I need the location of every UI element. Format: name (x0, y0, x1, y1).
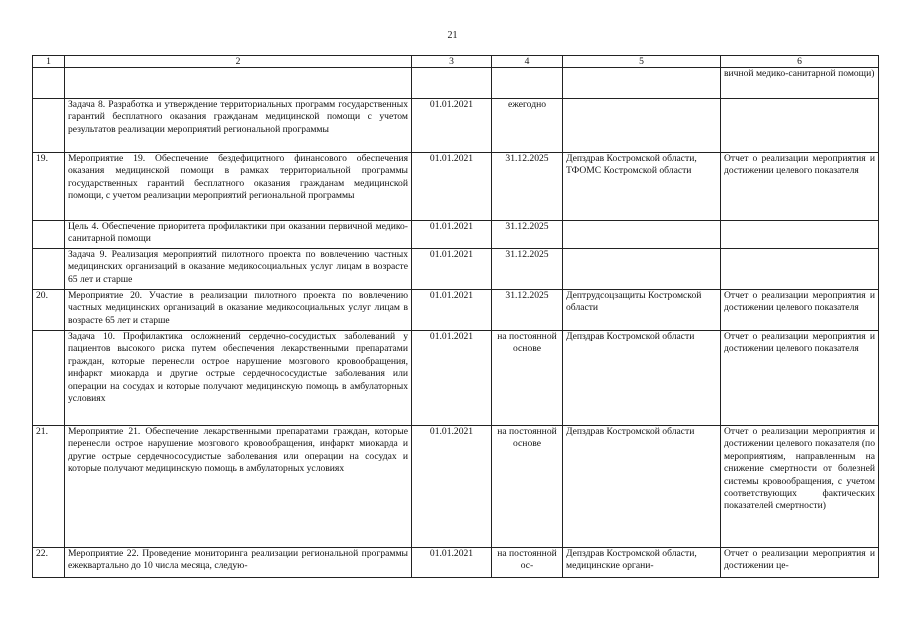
row-result-document (721, 99, 879, 153)
row-start-date: 01.01.2021 (412, 426, 492, 548)
row-description: Мероприятие 21. Обеспечение лекарственными препаратами граждан, которые перенесли острое нарушение мозгового кровообращения, инфаркт миокарда и другие острые сердечнососудистые заболевания или операции на сосудах и которые получают медицинскую помощь в амбулаторных условиях (65, 426, 412, 548)
table-row (33, 68, 879, 99)
column-header-1: 1 (33, 56, 65, 68)
row-start-date: 01.01.2021 (412, 249, 492, 290)
row-responsible (563, 68, 721, 99)
row-description: Мероприятие 20. Участие в реализации пилотного проекта по вовлечению частных медицинских организаций в оказание медикосоциальных услуг лицам в возрасте 65 лет и старше (65, 290, 412, 331)
table-row (33, 221, 879, 249)
column-header-6: 6 (721, 56, 879, 68)
row-description: Цель 4. Обеспечение приоритета профилактики при оказании первичной медико-санитарной помощи (65, 221, 412, 249)
row-responsible: Депздрав Костромской области, ТФОМС Костромской области (563, 153, 721, 221)
row-end-term: ежегодно (492, 99, 563, 153)
row-number: 21. (33, 426, 65, 548)
table-row (33, 99, 879, 153)
row-start-date: 01.01.2021 (412, 221, 492, 249)
column-header-3: 3 (412, 56, 492, 68)
row-result-document: Отчет о реализации мероприятия и достижении це- (721, 548, 879, 578)
table-row (33, 249, 879, 290)
column-header-5: 5 (563, 56, 721, 68)
row-responsible (563, 221, 721, 249)
page-number: 21 (447, 30, 458, 41)
row-number (33, 68, 65, 99)
row-result-document: вичной медико-санитарной помощи) (721, 68, 879, 99)
row-responsible: Депздрав Костромской области, медицинские органи- (563, 548, 721, 578)
table-row (33, 548, 879, 578)
row-description: Мероприятие 22. Проведение мониторинга реализации региональной программы ежеквартально до 10 числа месяца, следую- (65, 548, 412, 578)
row-responsible: Депздрав Костромской области (563, 331, 721, 426)
row-number: 22. (33, 548, 65, 578)
row-start-date: 01.01.2021 (412, 153, 492, 221)
row-description: Задача 9. Реализация мероприятий пилотного проекта по вовлечению частных медицинских организаций в оказание медикосоциальных услуг лицам в возрасте 65 лет и старше (65, 249, 412, 290)
row-result-document (721, 249, 879, 290)
row-start-date: 01.01.2021 (412, 99, 492, 153)
row-number (33, 331, 65, 426)
row-responsible: Депздрав Костромской области (563, 426, 721, 548)
row-description: Задача 10. Профилактика осложнений сердечно-сосудистых заболеваний у пациентов высокого риска путем обеспечения лекарственными препаратами граждан, которые перенесли острое нарушение мозгового кровообращения, инфаркт миокарда и другие острые сердечнососудистые заболевания или операции на сосудах и которые получают медицинскую помощь в амбулаторных условиях (65, 331, 412, 426)
row-end-term (492, 68, 563, 99)
row-number (33, 221, 65, 249)
column-header-row (33, 56, 879, 68)
row-responsible: Дептрудсоцзащиты Костромской области (563, 290, 721, 331)
column-header-4: 4 (492, 56, 563, 68)
row-responsible (563, 99, 721, 153)
row-end-term: на постоянной основе (492, 426, 563, 548)
row-end-term: на постоянной ос- (492, 548, 563, 578)
row-description (65, 68, 412, 99)
table-row (33, 426, 879, 548)
row-start-date: 01.01.2021 (412, 331, 492, 426)
row-number: 20. (33, 290, 65, 331)
column-header-2: 2 (65, 56, 412, 68)
row-start-date (412, 68, 492, 99)
row-number (33, 249, 65, 290)
table-row (33, 153, 879, 221)
row-result-document: Отчет о реализации мероприятия и достижении целевого показателя (721, 153, 879, 221)
row-number (33, 99, 65, 153)
row-end-term: 31.12.2025 (492, 153, 563, 221)
plan-table (32, 55, 879, 578)
row-responsible (563, 249, 721, 290)
row-start-date: 01.01.2021 (412, 290, 492, 331)
row-description: Мероприятие 19. Обеспечение бездефицитного финансового обеспечения оказания медицинской помощи в рамках территориальной программы государственных гарантий бесплатного оказания гражданам медицинской помощи, с учетом реализации мероприятий региональной программы (65, 153, 412, 221)
row-number: 19. (33, 153, 65, 221)
row-result-document: Отчет о реализации мероприятия и достижении целевого показателя (по мероприятиям, направленным на снижение смертности от болезней системы кровообращения, с учетом соответствующих фактических показателей смертности) (721, 426, 879, 548)
row-result-document (721, 221, 879, 249)
row-description: Задача 8. Разработка и утверждение территориальных программ государственных гарантий бесплатного оказания гражданам медицинской помощи с учетом результатов реализации мероприятий региональной программы (65, 99, 412, 153)
row-start-date: 01.01.2021 (412, 548, 492, 578)
row-end-term: 31.12.2025 (492, 249, 563, 290)
row-end-term: на постоянной основе (492, 331, 563, 426)
table-row (33, 331, 879, 426)
row-end-term: 31.12.2025 (492, 221, 563, 249)
row-result-document: Отчет о реализации мероприятия и достижении целевого показателя (721, 290, 879, 331)
row-result-document: Отчет о реализации мероприятия и достижении целевого показателя (721, 331, 879, 426)
table-row (33, 290, 879, 331)
row-end-term: 31.12.2025 (492, 290, 563, 331)
